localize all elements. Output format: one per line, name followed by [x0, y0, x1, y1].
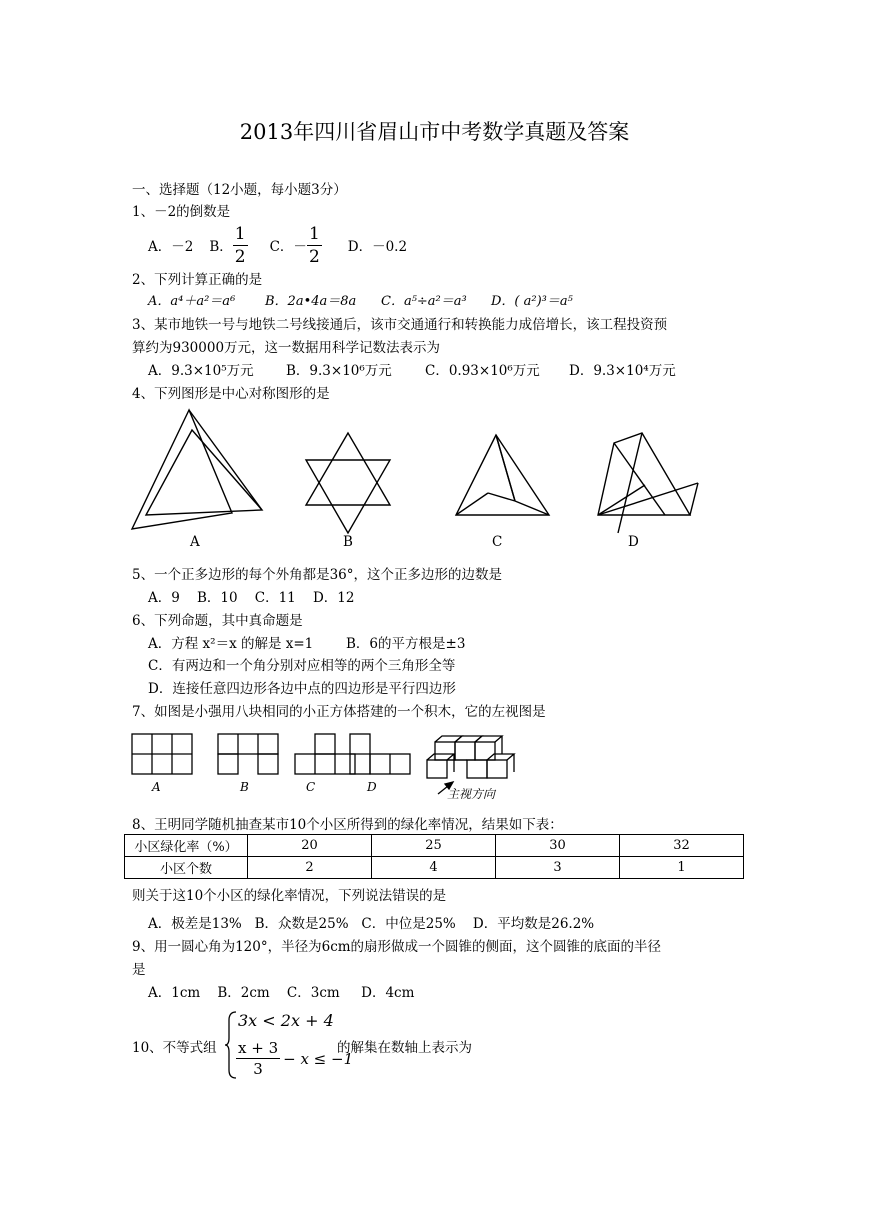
- q10-eq2-rest: − x ≤ −1: [283, 1049, 354, 1068]
- q1-option-a: A．－2: [148, 239, 194, 255]
- section-heading: 一、选择题（12小题，每小题3分）: [132, 182, 347, 198]
- q10-prefix: 10、不等式组: [132, 1040, 217, 1056]
- q8-table: [124, 834, 744, 879]
- table-cell: 1: [620, 857, 744, 879]
- q10-suffix: 的解集在数轴上表示为: [337, 1040, 472, 1056]
- q10-eq2: [236, 1038, 353, 1079]
- figure-a: [132, 410, 262, 529]
- q2-option-b: B．2a•4a＝8a: [265, 294, 357, 309]
- q8-stem: 8、王明同学随机抽查某市10个小区所得到的绿化率情况，结果如下表：: [132, 817, 563, 833]
- q3-option-d: D．9.3×10⁴万元: [569, 363, 676, 379]
- q7-stem: 7、如图是小强用八块相同的小正方体搭建的一个积木，它的左视图是: [132, 704, 546, 720]
- fraction-denominator: 2: [308, 246, 320, 267]
- q9-line1: 9、用一圆心角为120°，半径为6cm的扇形做成一个圆锥的侧面，这个圆锥的底面的半径: [132, 939, 662, 955]
- q1-option-d: D．－0.2: [347, 239, 408, 255]
- figure-d: [598, 433, 698, 533]
- table-cell: 20: [248, 835, 372, 857]
- table-cell: 小区绿化率（%）: [125, 835, 248, 857]
- fraction-numerator: x + 3: [238, 1039, 279, 1057]
- q9-line2: 是: [132, 962, 146, 978]
- q1-option-b-fraction: [233, 223, 248, 268]
- q5-options: A．9 B．10 C．11 D．12: [148, 590, 355, 606]
- q1-stem: 1、－2的倒数是: [132, 204, 231, 220]
- q10-eq1: 3x < 2x + 4: [238, 1011, 334, 1030]
- fraction-numerator: 1: [308, 223, 320, 244]
- q4-stem: 4、下列图形是中心对称图形的是: [132, 386, 330, 402]
- table-cell: 4: [372, 857, 496, 879]
- table-cell: 25: [372, 835, 496, 857]
- q6-stem: 6、下列命题，其中真命题是: [132, 613, 303, 629]
- view-a: [132, 734, 192, 774]
- q4-label-b: B: [343, 534, 353, 550]
- table-cell: 3: [496, 857, 620, 879]
- q2-option-a: A．a⁴＋a²＝a⁶: [148, 294, 236, 309]
- fraction-numerator: 1: [234, 223, 246, 244]
- q3-line1: 3、某市地铁一号与地铁二号线接通后，该市交通通行和转换能力成倍增长，该工程投资预: [132, 317, 668, 333]
- q3-line2: 算约为930000万元，这一数据用科学记数法表示为: [132, 340, 441, 356]
- table-cell: 小区个数: [125, 857, 248, 879]
- q2-stem: 2、下列计算正确的是: [132, 272, 263, 288]
- q5-stem: 5、一个正多边形的每个外角都是36°，这个正多边形的边数是: [132, 567, 503, 583]
- q6-option-a: A．方程 x²＝x 的解是 x=1: [148, 636, 314, 652]
- page-title: 2013年四川省眉山市中考数学真题及答案: [239, 120, 630, 144]
- figure-c: [456, 435, 549, 515]
- q4-label-c: C: [492, 534, 503, 550]
- table-row: [125, 857, 744, 879]
- q8-after: 则关于这10个小区的绿化率情况，下列说法错误的是: [132, 888, 447, 904]
- view-c: [295, 734, 355, 774]
- q1-options: [148, 222, 407, 268]
- q6-option-b: B．6的平方根是±3: [346, 636, 466, 652]
- q9-options: A．1cm B．2cm C．3cm D．4cm: [148, 985, 415, 1001]
- block-3d: [427, 736, 514, 778]
- view-d: [350, 734, 410, 774]
- q3-option-a: A．9.3×10⁵万元: [148, 363, 254, 379]
- q2-option-c: C．a⁵÷a²＝a³: [381, 294, 467, 309]
- q1-option-c-label: C．－: [269, 239, 307, 255]
- q7-label-a: A: [152, 780, 161, 794]
- q6-option-c: C．有两边和一个角分别对应相等的两个三角形全等: [148, 658, 456, 674]
- q4-figures: [120, 405, 720, 555]
- q6-option-d: D．连接任意四边形各边中点的四边形是平行四边形: [148, 681, 456, 697]
- figure-b: [306, 433, 390, 533]
- table-row: [125, 835, 744, 857]
- q2-option-d: D．( a²)³＝a⁵: [491, 294, 573, 309]
- q1-option-b-label: B．: [209, 239, 233, 255]
- q3-option-b: B．9.3×10⁶万元: [286, 363, 392, 379]
- q7-label-c: C: [306, 780, 316, 794]
- q7-label-d: D: [367, 780, 377, 794]
- q4-label-a: A: [190, 534, 200, 550]
- q7-label-b: B: [240, 780, 249, 794]
- table-cell: 30: [496, 835, 620, 857]
- q3-option-c: C．0.93×10⁶万元: [425, 363, 540, 379]
- q10-eq2-fraction: [236, 1038, 280, 1079]
- fraction-denominator: 3: [253, 1060, 263, 1078]
- fraction-denominator: 2: [234, 246, 246, 267]
- table-cell: 32: [620, 835, 744, 857]
- q7-direction-label: 主视方向: [447, 787, 496, 801]
- q1-option-c-fraction: [307, 223, 322, 268]
- q8-options: A．极差是13% B．众数是25% C．中位是25% D．平均数是26.2%: [148, 916, 595, 932]
- q4-label-d: D: [628, 534, 639, 550]
- view-b: [218, 734, 278, 774]
- table-cell: 2: [248, 857, 372, 879]
